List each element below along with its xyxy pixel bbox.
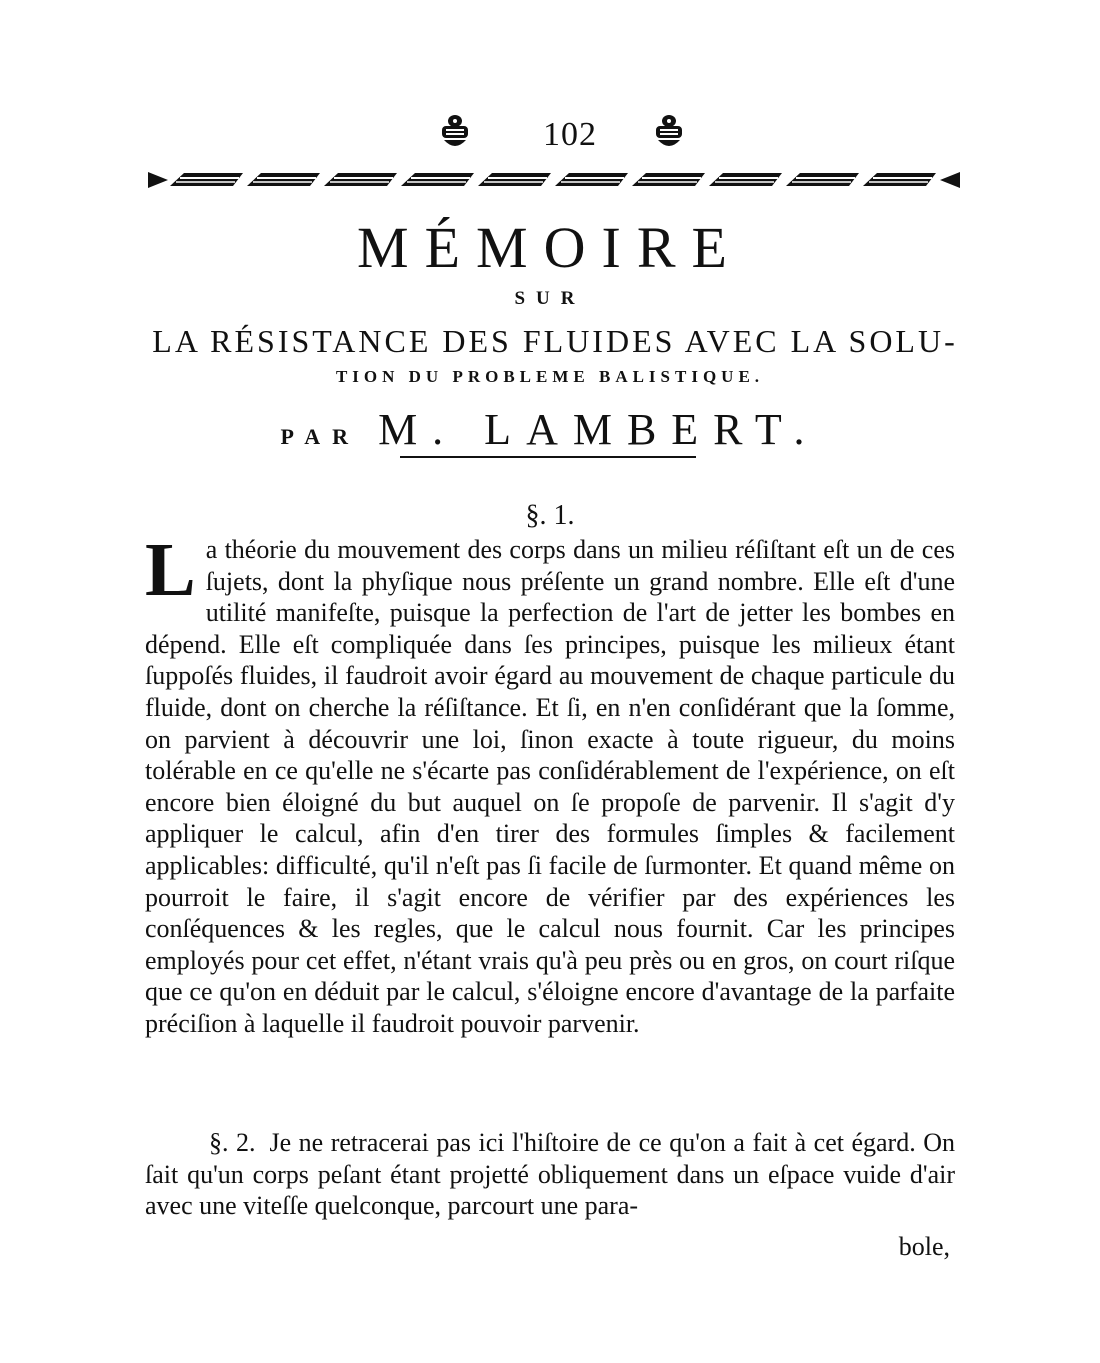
- author-line: [0, 404, 1100, 455]
- section-2-text: Je ne retracerai pas ici l'hiſtoire de ce qu'on a fait à cet égard. On ſait qu'un corps peſant étant projetté obliquement dans un eſpace vuide d'air avec une viteſſe quelconque, parcourt une para-: [145, 1128, 955, 1221]
- title-subject-line-2: TION DU PROBLEME BALISTIQUE.: [335, 367, 765, 386]
- decorative-band-icon: [146, 166, 962, 194]
- section-1-text: a théorie du mouvement des corps dans un milieu réſiſtant eſt un de ces ſujets, dont la phyſique nous préſente un grand nombre. Elle eſt d'une utilité manifeſte, puisque la perfection de l'art de jetter les bombes en dépend. Elle eſt compliquée dans ſes principes, puisque les milieux étant ſuppoſés fluides, il faudroit avoir égard au mouvement de chaque particule du fluide, dont on cherche la réſiſtance. Et ſi, en n'en conſidérant que la ſomme, on parvient à découvrir une loi, ſinon exacte à toute rigueur, du moins tolérable en ce qu'elle ne s'écarte pas conſidérablement de l'expérience, on eſt encore bien éloigné du but auquel on ſe propoſe de parvenir. Il s'agit d'y appliquer le calcul, afin d'en tirer des formules ſimples & facilement applicables: difficulté, qu'il n'eſt pas ſi facile de ſurmonter. Et quand même on pourroit le faire, il s'agit encore de vérifier par des expériences les conſéquences & les regles, que le calcul nous fournit. Car les principes employés pour cet effet, n'étant vrais qu'à peu près ou en gros, on court riſque que ce qu'on en déduit par le calcul, s'éloigne encore d'avantage de la parfaite préciſion à laquelle il faudroit pouvoir parvenir.: [145, 535, 955, 1038]
- title-memoire: MÉMOIRE: [357, 215, 743, 280]
- fleuron-icon: [652, 112, 686, 152]
- drop-cap: L: [145, 528, 196, 612]
- running-head: [0, 112, 1100, 158]
- page-number: 102: [543, 116, 597, 153]
- title-rule: [400, 456, 696, 458]
- section-2-mark: §. 2.: [209, 1128, 256, 1157]
- title-subject-line-1: LA RÉSISTANCE DES FLUIDES AVEC LA SOLU-: [152, 323, 958, 359]
- section-1-paragraph: [145, 528, 955, 1040]
- title-sur: SUR: [514, 288, 586, 309]
- author-name: M. LAMBERT.: [378, 405, 820, 454]
- section-2-paragraph: [145, 1127, 955, 1222]
- fleuron-icon: [438, 112, 472, 152]
- catchword: bole,: [898, 1232, 950, 1261]
- author-par: PAR: [280, 424, 361, 449]
- section-1-mark: §. 1.: [525, 500, 575, 531]
